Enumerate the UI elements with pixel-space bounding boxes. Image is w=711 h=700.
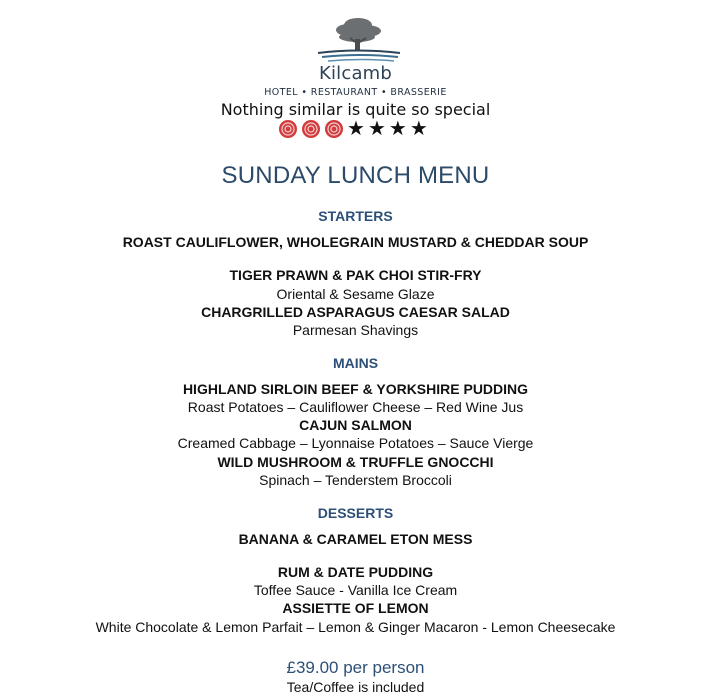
menu-price: £39.00 per person [286,658,425,677]
dessert-item-name: BANANA & CARAMEL ETON MESS [238,531,473,547]
starter-item-name: ROAST CAULIFLOWER, WHOLEGRAIN MUSTARD & CHEDDAR SOUP [122,234,589,250]
starter-item-name: TIGER PRAWN & PAK CHOI STIR-FRY [229,267,482,283]
starter-item-desc: Oriental & Sesame Glaze [276,286,435,302]
kilcamb-logo-tree-icon [310,12,405,64]
star-icon: ★ [388,118,407,140]
star-icon: ★ [347,118,365,140]
starter-item-desc: Parmesan Shavings [292,322,419,338]
section-heading-mains: MAINS [332,355,379,371]
dessert-item-name: ASSIETTE OF LEMON [282,600,429,616]
main-item-desc: Spinach – Tenderstem Broccoli [259,472,452,488]
main-item-name: WILD MUSHROOM & TRUFFLE GNOCCHI [217,454,494,470]
rosette-icon [278,119,298,139]
dessert-item-desc: White Chocolate & Lemon Parfait – Lemon & Ginger Macaron - Lemon Cheesecake [95,619,616,635]
starter-item-name: CHARGRILLED ASPARAGUS CAESAR SALAD [201,304,510,320]
main-item-desc: Creamed Cabbage – Lyonnaise Potatoes – Sauce Vierge [177,435,534,451]
rosette-icon [324,119,344,139]
star-icon: ★ [367,118,386,140]
section-heading-starters: STARTERS [318,208,393,224]
main-item-name: HIGHLAND SIRLOIN BEEF & YORKSHIRE PUDDING [182,381,529,397]
brand-name: Kilcamb [318,63,393,84]
menu-note: Tea/Coffee is included [286,679,425,695]
dessert-item-name: RUM & DATE PUDDING [277,564,434,580]
brand-subtitle: HOTEL • RESTAURANT • BRASSERIE [264,87,447,98]
main-item-desc: Roast Potatoes – Cauliflower Cheese – Red Wine Jus [187,399,524,415]
menu-title: SUNDAY LUNCH MENU [221,162,490,189]
star-icon: ★ [409,118,428,140]
section-heading-desserts: DESSERTS [317,505,394,521]
main-item-name: CAJUN SALMON [299,417,412,433]
rosette-icon [301,119,321,139]
brand-tagline: Nothing similar is quite so special [220,100,491,119]
dessert-item-desc: Toffee Sauce - Vanilla Ice Cream [253,582,458,598]
rating-row [278,118,443,140]
